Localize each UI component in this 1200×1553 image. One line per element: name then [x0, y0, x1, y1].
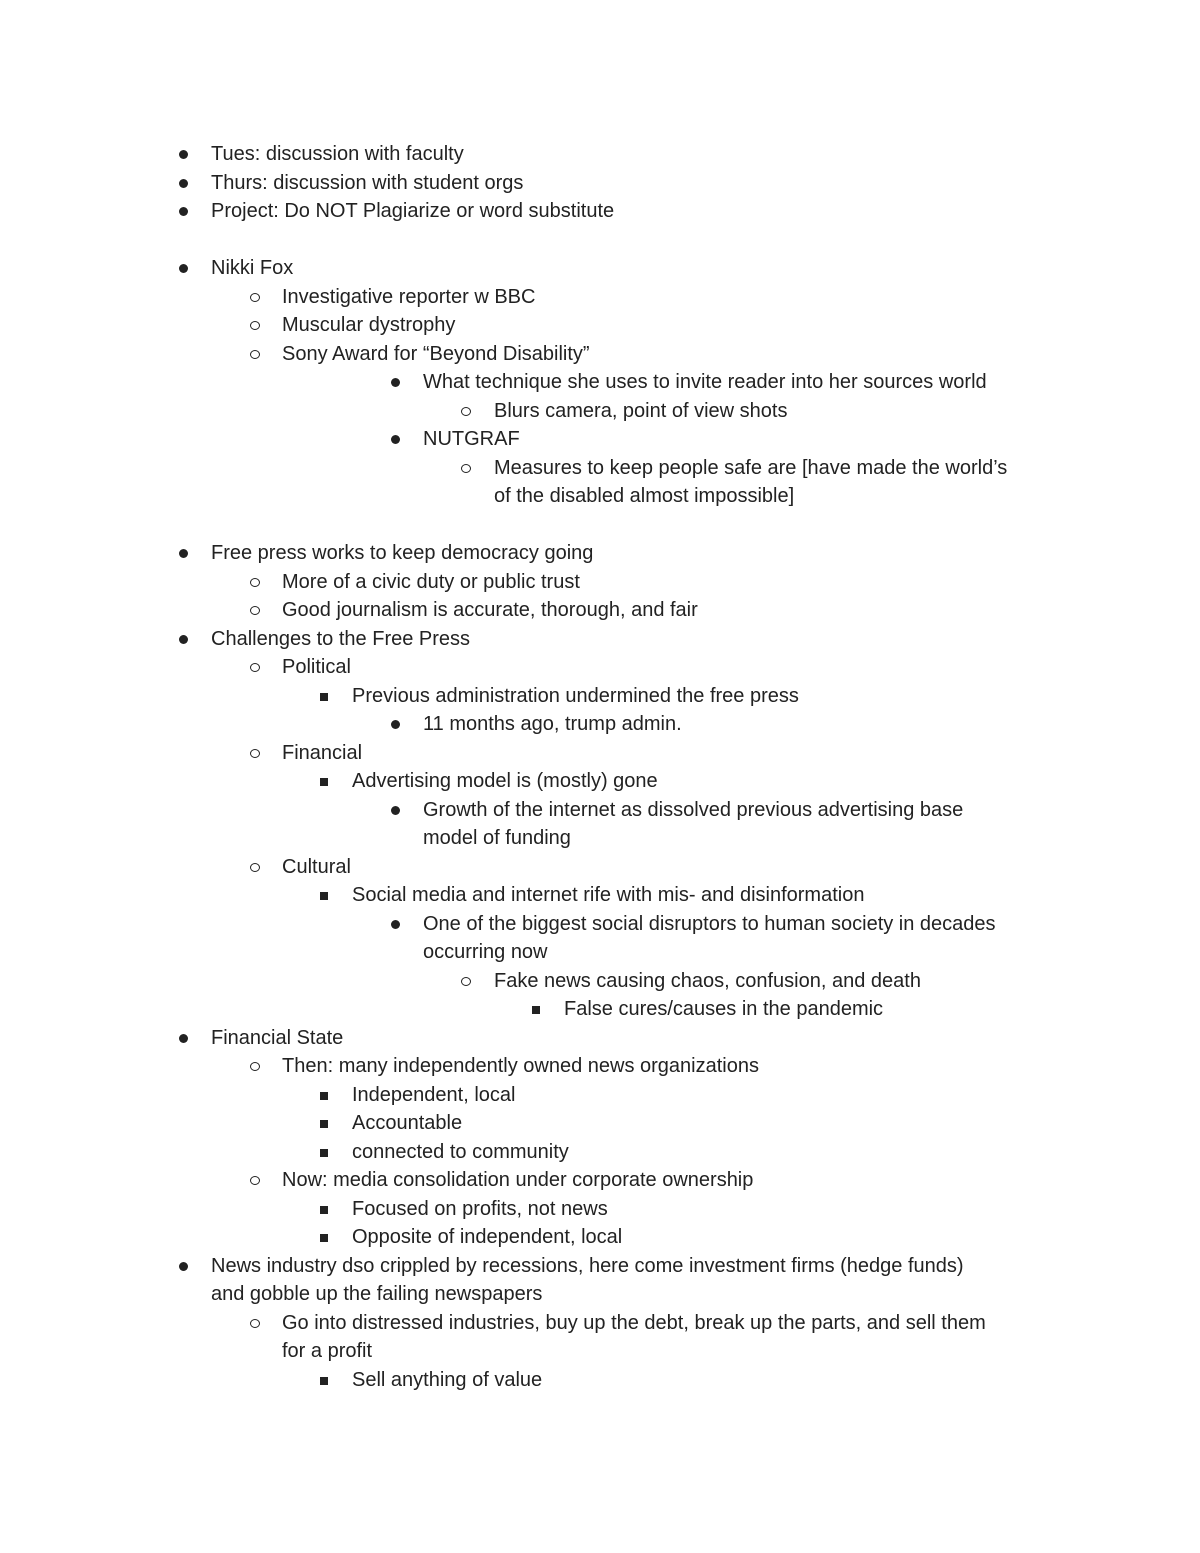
circle-bullet-icon [461, 407, 471, 416]
list-item [0, 910, 1200, 939]
disc-bullet-icon [179, 549, 188, 558]
square-bullet-icon [532, 1006, 540, 1014]
list-item [0, 1052, 1200, 1081]
square-bullet-icon [320, 693, 328, 701]
list-item [0, 853, 1200, 882]
disc-bullet-icon [179, 635, 188, 644]
list-item [0, 454, 1200, 483]
list-item-text: Independent, local [352, 1083, 516, 1106]
circle-bullet-icon [250, 749, 260, 758]
list-item-text: of the disabled almost impossible] [494, 485, 795, 507]
circle-bullet-icon [250, 350, 260, 359]
list-item [0, 1195, 1200, 1224]
square-bullet-icon [320, 892, 328, 900]
circle-bullet-icon [250, 293, 260, 302]
list-item-text: connected to community [352, 1140, 569, 1163]
list-item-text: Financial State [211, 1026, 344, 1049]
square-bullet-icon [320, 778, 328, 786]
circle-bullet-icon [250, 578, 260, 587]
list-item [0, 767, 1200, 796]
disc-bullet-icon [391, 720, 400, 729]
list-item-text: Measures to keep people safe are [have made the world’s [494, 456, 1008, 479]
list-item [0, 254, 1200, 283]
list-item [0, 1366, 1200, 1395]
list-item-text: Challenges to the Free Press [211, 627, 471, 650]
circle-bullet-icon [461, 977, 471, 986]
square-bullet-icon [320, 1120, 328, 1128]
list-item-text: Good journalism is accurate, thorough, and fair [282, 599, 698, 621]
list-item [0, 995, 1200, 1024]
list-item-text: Financial [282, 741, 363, 764]
disc-bullet-icon [391, 435, 400, 444]
list-item-text: Growth of the internet as dissolved previous advertising base [423, 798, 964, 821]
circle-bullet-icon [250, 863, 260, 872]
list-item [0, 311, 1200, 340]
list-item [0, 1081, 1200, 1110]
disc-bullet-icon [391, 920, 400, 929]
disc-bullet-icon [179, 179, 188, 188]
list-item-text: NUTGRAF [423, 428, 520, 450]
disc-bullet-icon [179, 264, 188, 273]
list-item [0, 967, 1200, 996]
list-item [0, 881, 1200, 910]
list-item-text: Nikki Fox [211, 257, 294, 279]
list-item [0, 1337, 1200, 1366]
list-item [0, 682, 1200, 711]
list-item-text: model of funding [423, 827, 571, 849]
list-item [0, 596, 1200, 625]
blank-line [0, 511, 1200, 540]
list-item-text: Project: Do NOT Plagiarize or word substitute [211, 200, 615, 222]
list-item-text: Blurs camera, point of view shots [494, 399, 788, 422]
blank-line [0, 226, 1200, 255]
list-item [0, 739, 1200, 768]
list-item [0, 1024, 1200, 1053]
square-bullet-icon [320, 1377, 328, 1385]
list-item [0, 140, 1200, 169]
list-item [0, 568, 1200, 597]
list-item [0, 824, 1200, 853]
circle-bullet-icon [250, 606, 260, 615]
list-item [0, 368, 1200, 397]
list-item-text: News industry dso crippled by recessions, here come investment firms (hedge funds) [211, 1254, 964, 1277]
list-item-text: for a profit [282, 1340, 373, 1362]
list-item-text: Previous administration undermined the free press [352, 684, 799, 707]
list-item [0, 1280, 1200, 1309]
list-item-text: Accountable [352, 1112, 463, 1134]
square-bullet-icon [320, 1234, 328, 1242]
list-item [0, 653, 1200, 682]
list-item [0, 397, 1200, 426]
list-item-text: What technique she uses to invite reader into her sources world [423, 371, 987, 393]
list-item-text: More of a civic duty or public trust [282, 570, 580, 593]
list-item-text: occurring now [423, 941, 548, 963]
list-item [0, 169, 1200, 198]
disc-bullet-icon [179, 1034, 188, 1043]
circle-bullet-icon [250, 321, 260, 330]
list-item [0, 938, 1200, 967]
list-item [0, 197, 1200, 226]
list-item [0, 539, 1200, 568]
list-item-text: One of the biggest social disruptors to human society in decades [423, 912, 996, 935]
list-item [0, 340, 1200, 369]
list-item-text: Political [282, 656, 351, 678]
list-item [0, 1138, 1200, 1167]
list-item [0, 1223, 1200, 1252]
list-item [0, 796, 1200, 825]
list-item [0, 482, 1200, 511]
square-bullet-icon [320, 1206, 328, 1214]
circle-bullet-icon [250, 1062, 260, 1071]
list-item-text: Now: media consolidation under corporate ownership [282, 1169, 754, 1191]
list-item-text: Fake news causing chaos, confusion, and death [494, 969, 921, 992]
list-item-text: Investigative reporter w BBC [282, 285, 536, 308]
circle-bullet-icon [250, 1319, 260, 1328]
list-item-text: Go into distressed industries, buy up the debt, break up the parts, and sell them [282, 1311, 986, 1334]
disc-bullet-icon [179, 1262, 188, 1271]
list-item-text: Cultural [282, 855, 351, 878]
list-item [0, 1166, 1200, 1195]
list-item-text: Then: many independently owned news organizations [282, 1055, 759, 1077]
list-item-text: Social media and internet rife with mis- and disinformation [352, 884, 865, 906]
disc-bullet-icon [391, 378, 400, 387]
list-item [0, 1309, 1200, 1338]
list-item-text: Sony Award for “Beyond Disability” [282, 342, 590, 365]
list-item-text: Muscular dystrophy [282, 314, 456, 336]
disc-bullet-icon [179, 150, 188, 159]
list-item [0, 710, 1200, 739]
list-item-text: Thurs: discussion with student orgs [211, 171, 524, 194]
list-item [0, 1252, 1200, 1281]
list-item [0, 1109, 1200, 1138]
square-bullet-icon [320, 1092, 328, 1100]
list-item-text: Advertising model is (mostly) gone [352, 770, 658, 792]
list-item [0, 625, 1200, 654]
list-item-text: False cures/causes in the pandemic [564, 998, 884, 1020]
circle-bullet-icon [250, 663, 260, 672]
list-item-text: Focused on profits, not news [352, 1197, 608, 1220]
list-item-text: Free press works to keep democracy going [211, 542, 594, 564]
list-item-text: 11 months ago, trump admin. [423, 713, 682, 735]
list-item-text: Opposite of independent, local [352, 1226, 623, 1248]
disc-bullet-icon [179, 207, 188, 216]
list-item-text: Tues: discussion with faculty [211, 143, 464, 165]
circle-bullet-icon [250, 1176, 260, 1185]
list-item-text: and gobble up the failing newspapers [211, 1283, 543, 1305]
list-item-text: Sell anything of value [352, 1368, 543, 1391]
square-bullet-icon [320, 1149, 328, 1157]
disc-bullet-icon [391, 806, 400, 815]
circle-bullet-icon [461, 464, 471, 473]
list-item [0, 283, 1200, 312]
list-item [0, 425, 1200, 454]
